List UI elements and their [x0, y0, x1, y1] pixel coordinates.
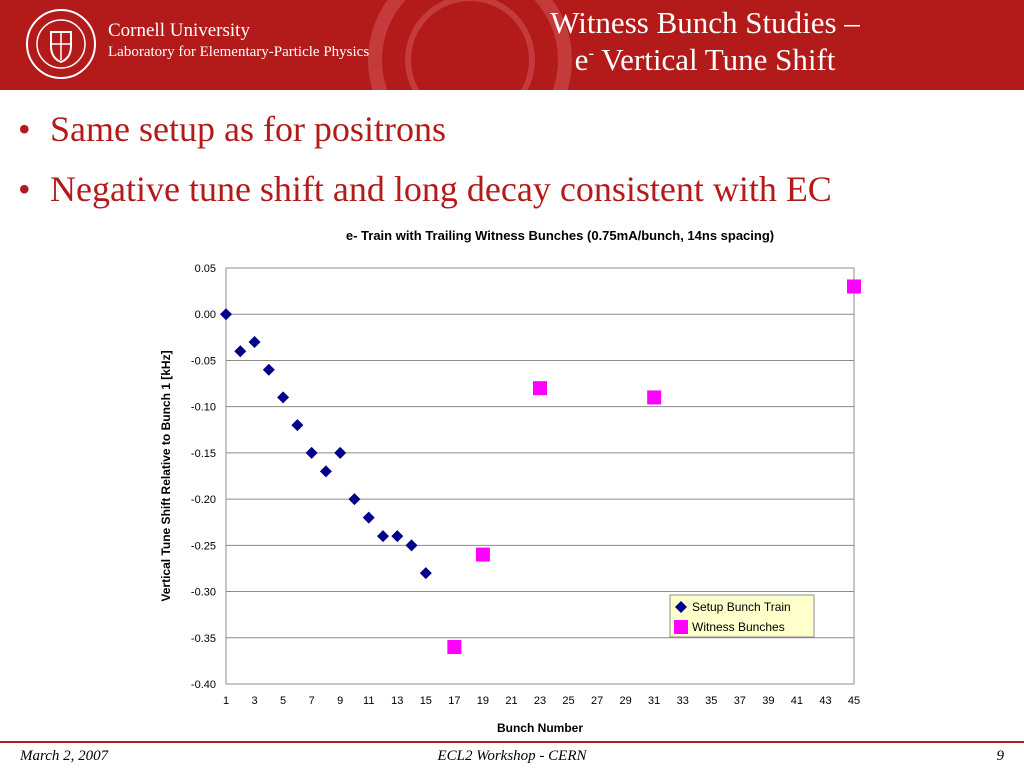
bullet-text: Negative tune shift and long decay consistent with EC — [50, 169, 832, 209]
y-tick-label: 0.00 — [194, 309, 216, 322]
setup-point — [277, 391, 289, 403]
footer-page-number: 9 — [996, 748, 1004, 764]
witness-point — [847, 279, 861, 293]
witness-point — [647, 390, 661, 404]
slide-title-line1: Witness Bunch Studies – — [550, 5, 860, 40]
lab-name: Laboratory for Elementary-Particle Physics — [108, 44, 370, 60]
witness-point — [447, 640, 461, 654]
y-tick-label: -0.35 — [190, 632, 216, 645]
setup-point — [420, 567, 432, 579]
footer-event: ECL2 Workshop - CERN — [437, 748, 587, 764]
x-tick-label: 17 — [448, 695, 461, 707]
slide-title — [470, 4, 940, 78]
bullet-marker: • — [18, 109, 31, 149]
setup-point — [406, 539, 418, 551]
setup-point — [334, 447, 346, 459]
bullet-item — [18, 106, 1008, 152]
setup-point — [320, 465, 332, 477]
setup-point — [291, 419, 303, 431]
footer-date: March 2, 2007 — [20, 748, 109, 764]
x-tick-label: 7 — [308, 695, 315, 707]
setup-point — [249, 336, 261, 348]
x-tick-label: 19 — [476, 695, 490, 707]
x-tick-label: 11 — [363, 695, 375, 707]
scatter-chart — [150, 220, 870, 740]
x-tick-label: 9 — [337, 695, 344, 707]
legend-label: Witness Bunches — [692, 620, 785, 634]
x-tick-label: 21 — [505, 695, 518, 707]
x-axis-label: Bunch Number — [496, 721, 584, 735]
x-tick-label: 37 — [733, 695, 746, 707]
university-name: Cornell University — [108, 20, 250, 41]
x-tick-label: 15 — [419, 695, 432, 707]
y-tick-label: -0.30 — [190, 586, 216, 599]
setup-point — [391, 530, 403, 542]
legend-label: Setup Bunch Train — [692, 600, 791, 614]
x-tick-label: 3 — [251, 695, 258, 707]
x-tick-label: 5 — [280, 695, 287, 707]
y-tick-label: -0.10 — [190, 401, 216, 414]
x-tick-label: 31 — [648, 695, 661, 707]
footer-divider — [0, 741, 1024, 743]
x-tick-label: 35 — [705, 695, 718, 707]
setup-point — [220, 308, 232, 320]
setup-point — [377, 530, 389, 542]
y-tick-label: 0.05 — [194, 263, 216, 275]
setup-point — [348, 493, 360, 505]
slide-header — [0, 0, 1024, 90]
witness-point — [533, 381, 547, 395]
y-tick-label: -0.05 — [190, 355, 216, 368]
x-tick-label: 33 — [676, 695, 689, 707]
bullet-text: Same setup as for positrons — [50, 109, 446, 149]
setup-point — [263, 364, 275, 376]
x-tick-label: 25 — [562, 695, 575, 707]
setup-point — [363, 512, 375, 524]
legend-marker — [674, 620, 688, 634]
y-tick-label: -0.40 — [190, 679, 216, 691]
x-tick-label: 23 — [533, 695, 547, 707]
setup-point — [306, 447, 318, 459]
setup-point — [234, 345, 246, 357]
bullet-item — [18, 166, 1008, 212]
x-tick-label: 43 — [819, 695, 832, 707]
bullet-list — [18, 106, 1008, 226]
y-tick-label: -0.20 — [190, 494, 216, 507]
bullet-marker: • — [18, 169, 31, 209]
x-tick-label: 45 — [847, 695, 861, 707]
x-tick-label: 13 — [391, 695, 404, 707]
y-axis-label: Vertical Tune Shift Relative to Bunch 1 [kHz] — [159, 350, 173, 602]
slide-title-line2: e- Vertical Tune Shift — [574, 42, 836, 77]
x-tick-label: 1 — [222, 695, 230, 707]
x-tick-label: 27 — [590, 695, 604, 707]
y-tick-label: -0.25 — [190, 540, 216, 553]
x-tick-label: 29 — [619, 695, 632, 707]
witness-point — [476, 548, 490, 562]
cornell-seal-logo — [25, 8, 97, 80]
chart-title: e- Train with Trailing Witness Bunches (0.75mA/bunch, 14ns spacing) — [345, 228, 775, 243]
x-tick-label: 39 — [762, 695, 775, 707]
x-tick-label: 41 — [790, 695, 804, 707]
y-tick-label: -0.15 — [190, 447, 216, 460]
